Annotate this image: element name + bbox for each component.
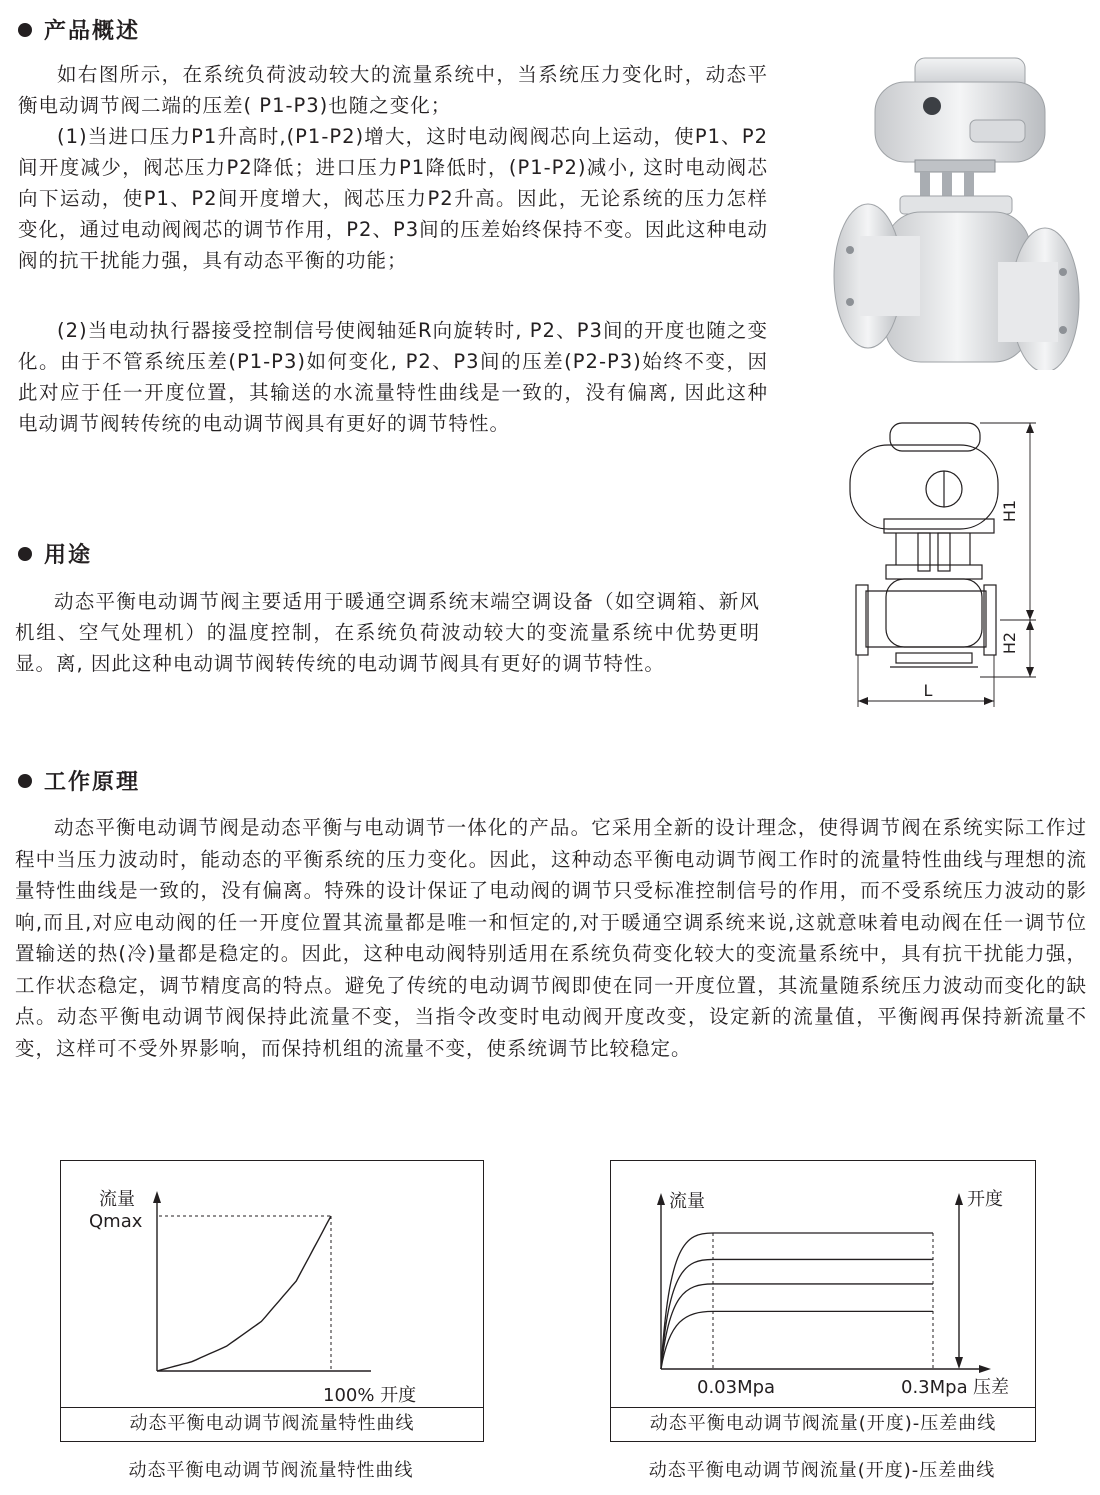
dimension-drawing (840, 415, 1070, 715)
bullet-icon (18, 774, 32, 788)
principle-paragraph-1: 动态平衡电动调节阀是动态平衡与电动调节一体化的产品。它采用全新的设计理念，使得调节阀在系统实际工作过程中当压力波动时，能动态的平衡系统的压力变化。因此，这种动态平衡电动调节阀工作时的流量特性曲线与理想的流量特性曲线是一致的，没有偏离。特殊的设计保证了电动阀的调节只受标准控制信号的作用，而不受系统压力波动的影响,而且,对应电动阀的任一开度位置其流量都是唯一和恒定的,对于暖通空调系统来说,这就意味着电动阀在任一调节位置输送的热(冷)量都是稳定的。因此，这种电动阀特别适用在系统负荷变化较大的变流量系统中，具有抗干扰能力强，工作状态稳定，调节精度高的特点。避免了传统的电动调节阀即使在同一开度位置，其流量随系统压力波动而变化的缺点。动态平衡电动调节阀保持此流量不变，当指令改变时电动阀开度改变，设定新的流量值，平衡阀再保持新流量不变，这样可不受外界影响，而保持机组的流量不变，使系统调节比较稳定。 (15, 816, 1087, 1060)
flow-curve-2 (661, 1259, 933, 1369)
y-axis-label: 流量 (99, 1189, 135, 1210)
flow-curve-4 (661, 1311, 933, 1369)
flow-characteristic-chart-frame (60, 1160, 484, 1442)
chart-inner-caption: 动态平衡电动调节阀流量特性曲线 (61, 1407, 483, 1440)
x-axis-end-label: 100% 开度 (323, 1385, 417, 1406)
flow-curve-3 (661, 1284, 933, 1369)
flow-curve-1 (661, 1233, 933, 1369)
y2-axis-label: 开度 (967, 1189, 1003, 1210)
chart-caption: 动态平衡电动调节阀流量特性曲线 (128, 1460, 414, 1481)
flow-pressure-chart (611, 1161, 1035, 1407)
section-heading-usage (18, 538, 92, 569)
l-label: L (923, 681, 933, 700)
overview-paragraph-3: (2)当电动执行器接受控制信号使阀轴延R向旋转时, P2、P3间的开度也随之变化。由于不管系统压差(P1-P3)如何变化, P2、P3间的压差(P2-P3)始终不变，因此对应于任一开度位置，其输送的水流量特性曲线是一致的，没有偏离, 因此这种电动调节阀转传统的电动调节阀具有更好的调节特性。 (18, 319, 768, 435)
y-axis-label: 流量 (669, 1191, 705, 1212)
x-tick-label: 0.03Mpa (697, 1377, 776, 1398)
section-title: 工作原理 (44, 770, 141, 795)
flow-characteristic-chart (61, 1161, 483, 1407)
valve-product-image (820, 40, 1090, 370)
overview-paragraph-2: (1)当进口压力P1升高时,(P1-P2)增大，这时电动阀阀芯向上运动，使P1、P2间开度减少，阀芯压力P2降低；进口压力P1降低时，(P1-P2)减小, 这时电动阀芯向下运动，使P1、P2间开度增大，阀芯压力P2升高。因此，无论系统的压力怎样变化，通过电动阀阀芯的调节作用，P2、P3间的压差始终保持不变。因此这种电动阀的抗干扰能力强，具有动态平衡的功能； (18, 125, 768, 272)
bullet-icon (18, 547, 32, 561)
x-axis-label: 压差 (973, 1377, 1009, 1398)
usage-paragraph-1: 动态平衡电动调节阀主要适用于暖通空调系统末端空调设备（如空调箱、新风机组、空气处理机）的温度控制，在系统负荷波动较大的变流量系统中优势更明显。离, 因此这种电动调节阀转传统的电动调节阀具有更好的调节特性。 (15, 590, 760, 675)
section-heading-principle (18, 765, 140, 796)
overview-paragraph-1: 如右图所示，在系统负荷波动较大的流量系统中，当系统压力变化时，动态平衡电动调节阀二端的压差( P1-P3)也随之变化； (18, 63, 768, 117)
section-title: 产品概述 (44, 19, 141, 44)
qmax-label: Qmax (89, 1211, 143, 1232)
h2-label: H2 (1000, 631, 1019, 655)
h1-label: H1 (1000, 499, 1019, 523)
x-tick-label: 0.3Mpa (901, 1377, 968, 1398)
chart-caption: 动态平衡电动调节阀流量(开度)-压差曲线 (648, 1460, 996, 1481)
section-title: 用途 (44, 543, 93, 568)
bullet-icon (18, 23, 32, 37)
flow-pressure-chart-frame (610, 1160, 1036, 1442)
flow-curve (157, 1216, 331, 1371)
section-heading-overview (18, 14, 140, 45)
chart-inner-caption: 动态平衡电动调节阀流量(开度)-压差曲线 (611, 1407, 1035, 1440)
